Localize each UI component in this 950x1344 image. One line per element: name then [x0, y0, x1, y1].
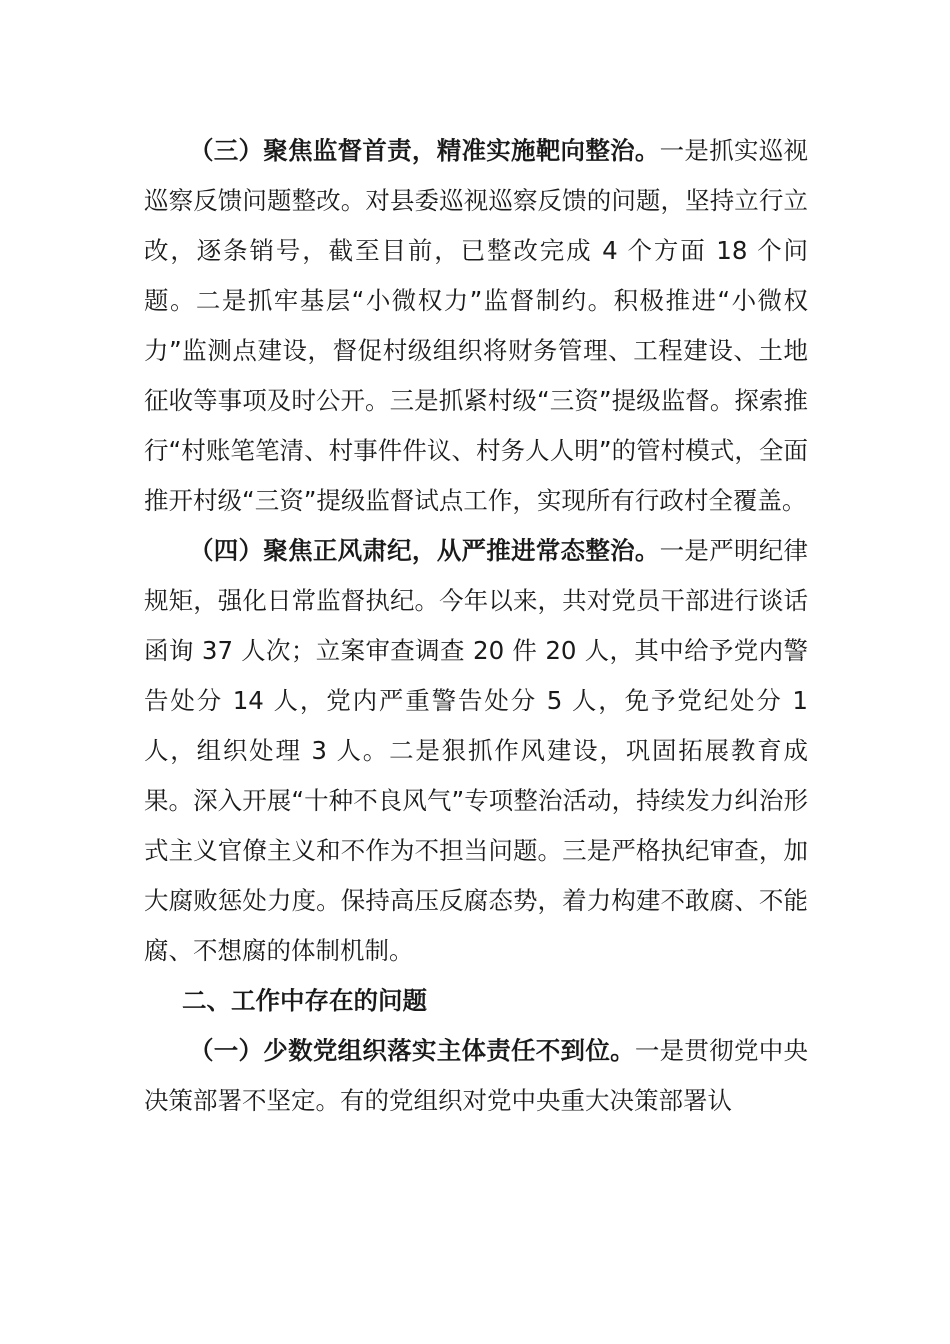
paragraph-text: 一是贯彻党中央决策部署不坚定。有的党组织对党中央重大决策部署认 — [144, 1036, 808, 1115]
paragraph-lead: （四）聚焦正风肃纪，从严推进常态整治。 — [189, 536, 660, 565]
paragraph-responsibility — [144, 1026, 808, 1126]
section-heading: 二、工作中存在的问题 — [182, 986, 427, 1015]
paragraph-text: 一是严明纪律规矩，强化日常监督执纪。今年以来，共对党员干部进行谈话函询 37 人次；立案审查调查 20 件 20 人，其中给予党内警告处分 14 人，党内严重警告处分 5 人，免予党纪处分 1 人，组织处理 3 人。二是狠抓作风建设，巩固拓展教育成果。深入开展“十种不良风气”专项整治活动，持续发力纠治形式主义官僚主义和不作为不担当问题。三是严格执纪审查，加大腐败惩处力度。保持高压反腐态势，着力构建不敢腐、不能腐、不想腐的体制机制。 — [144, 536, 809, 965]
paragraph-discipline — [144, 526, 808, 976]
paragraph-lead: （一）少数党组织落实主体责任不到位。 — [189, 1036, 635, 1065]
paragraph-lead: （三）聚焦监督首责，精准实施靶向整治。 — [189, 136, 660, 165]
document-body — [144, 126, 808, 1126]
paragraph-text: 一是抓实巡视巡察反馈问题整改。对县委巡视巡察反馈的问题，坚持立行立改，逐条销号，截至目前，已整改完成 4 个方面 18 个问题。二是抓牢基层“小微权力”监督制约。积极推进“小微权力”监测点建设，督促村级组织将财务管理、工程建设、土地征收等事项及时公开。三是抓紧村级“三资”提级监督。探索推行“村账笔笔清、村事件件议、村务人人明”的管村模式，全面推开村级“三资”提级监督试点工作，实现所有行政村全覆盖。 — [144, 136, 809, 515]
paragraph-supervision — [144, 126, 808, 526]
